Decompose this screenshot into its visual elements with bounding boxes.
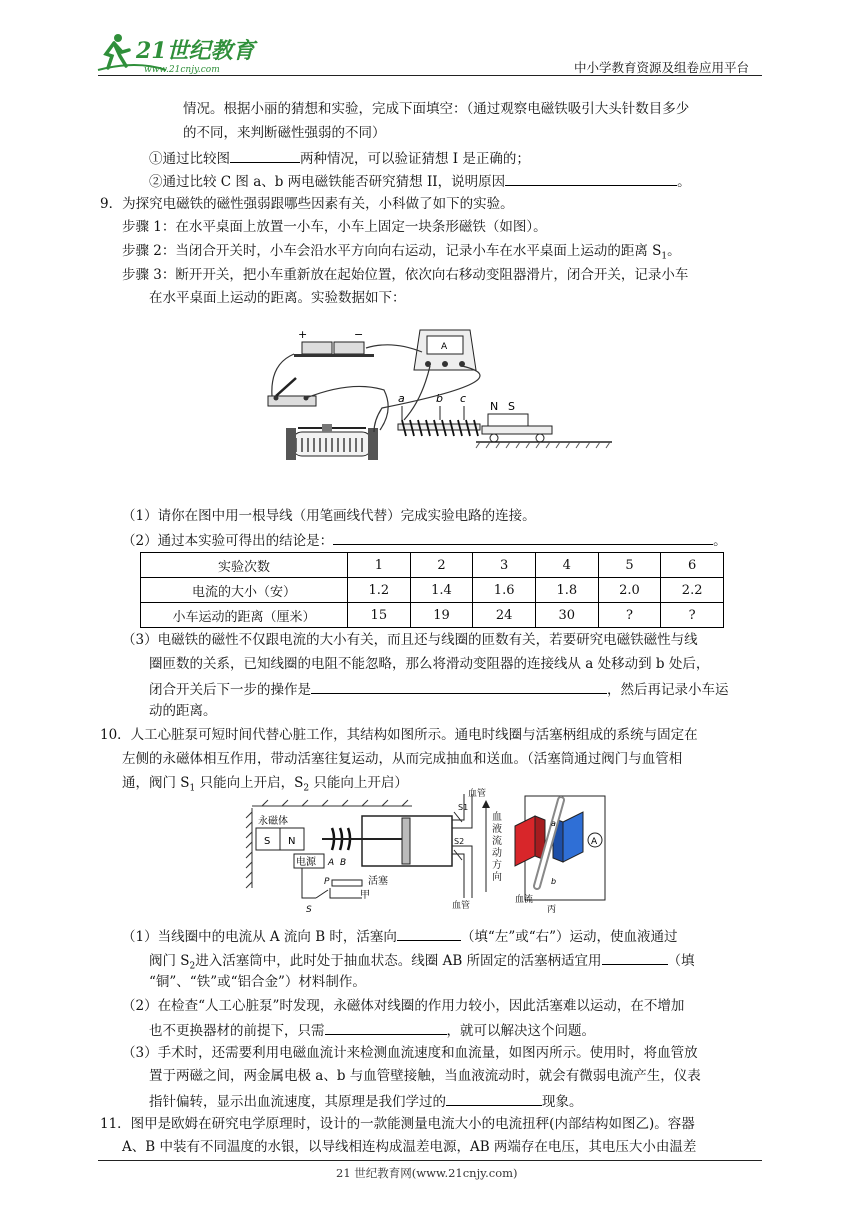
svg-text:b: b [551,877,557,886]
table-cell: 24 [473,603,536,628]
svg-text:S: S [264,836,271,847]
q10-line-1: 10．人工心脏泵可短时间代替心脏工作，其结构如图所示。通电时线圈与活塞柄组成的系统与固定在 [100,727,698,743]
footer-rule [98,1160,762,1161]
q11-line-2: A、B 中装有不同温度的水银，以导线相连构成温差电源，AB 两端存在电压，其电压大小由温差 [122,1139,697,1155]
q10-line-3: 通，阀门 $S_1$ 只能向上开启，$S_2$ 只能向上开启） [122,775,408,794]
electromagnet-icon [398,392,480,436]
flow-arrow-icon [482,800,490,892]
svg-text:a: a [398,392,405,405]
q9-part-3-line-1: （3）电磁铁的磁性不仅跟电流的大小有关，而且还与线圈的匝数有关，若要研究电磁铁磁性与线 [122,632,698,648]
intro-sub-2: ②通过比较 C 图 a、b 两电磁铁能否研究猜想 II，说明原因 。 [149,171,691,191]
table-cell: 1.4 [410,578,473,603]
rheostat-icon [286,424,378,460]
q9-data-table [140,552,724,628]
q9-part-2: （2）通过本实验可得出的结论是： 。 [122,530,727,550]
permanent-magnet [256,814,304,850]
svg-text:S: S [306,905,312,915]
intro-line-1: 情况。根据小丽的猜想和实验，完成下面填空：（通过观察电磁铁吸引大头针数目多少 [183,101,690,117]
row-header: 实验次数 [141,553,348,578]
table-row [141,578,724,603]
q9-title: 9．为探究电磁铁的磁性强弱跟哪些因素有关，小科做了如下的实验。 [100,196,514,212]
ammeter-icon [414,330,476,370]
svg-text:血管: 血管 [468,789,487,799]
svg-text:血流: 血流 [515,895,534,905]
table-cell: 1.2 [348,578,411,603]
logo [96,30,261,76]
table-row [141,603,724,628]
answer-blank[interactable] [602,950,668,965]
answer-blank[interactable] [311,679,607,694]
valves-and-vessels [452,788,486,911]
q9-step-2: 步骤 2：当闭合开关时，小车会沿水平方向向右运动，记录小车在水平桌面上运动的距离 $S_1$。 [122,243,681,262]
row-header: 电流的大小（安） [141,578,348,603]
q10-line-2: 左侧的永磁体相互作用，带动活塞往复运动，从而完成抽血和送血。（活塞筒通过阀门与血管相 [122,751,683,767]
red-magnet [515,816,545,866]
flow-direction-label: 血液流动方向 [492,812,502,883]
coil-icon [322,828,404,850]
svg-text:S1: S1 [458,803,469,812]
svg-text:b: b [436,392,443,405]
svg-text:永磁体: 永磁体 [258,816,288,827]
q10-part-3-line-1: （3）手术时，还需要利用电磁血流计来检测血流速度和血流量，如图丙所示。使用时，将血管放 [122,1045,698,1061]
svg-text:电源: 电源 [296,857,316,868]
table-cell: ? [661,603,724,628]
q10-part-3-line-2: 置于两磁之间，两金属电极 a、b 与血管壁接触，当血液流动时，就会有微弱电流产生，仪表 [149,1068,701,1084]
q9-step-1: 步骤 1：在水平桌面上放置一小车，小车上固定一块条形磁铁（如图）。 [122,219,547,235]
table-cell: 1.8 [535,578,598,603]
table-cell: 30 [535,603,598,628]
q10-part-3-line-3: 指针偏转，显示出血流速度，其原理是我们学过的 现象。 [149,1091,583,1111]
table-cell: 1.6 [473,578,536,603]
table-cell: 1 [348,553,411,578]
table-cell: 2 [410,553,473,578]
answer-blank[interactable] [230,148,300,163]
q10-flowmeter-diagram [505,790,615,916]
switch-and-rheostat [302,868,362,915]
header-rule [98,75,762,76]
answer-blank[interactable] [505,171,677,186]
svg-text:−: − [354,328,364,341]
intro-line-2: 的不同，来判断磁性强弱的不同） [183,125,386,141]
q10-part-2-line-1: （2）在检查“人工心脏泵”时发现，永磁体对线圈的作用力较小，因此活塞难以运动，在不增加 [122,998,685,1014]
intro-sub-1: ①通过比较图 两种情况，可以验证猜想 I 是正确的； [149,148,530,168]
q9-part-3-line-4: 动的距离。 [149,703,217,719]
q9-circuit-diagram [262,320,622,485]
power-source [294,854,346,868]
q9-part-1: （1）请你在图中用一根导线（用笔画线代替）完成实验电路的连接。 [122,508,536,524]
answer-blank[interactable] [325,1020,447,1035]
switch-icon [268,378,316,406]
battery-icon [294,328,374,357]
svg-text:活塞: 活塞 [368,876,388,887]
answer-blank[interactable] [333,530,713,545]
table-cell: ? [598,603,661,628]
svg-text:c: c [460,392,467,405]
piston-cylinder [360,816,452,901]
svg-text:甲: 甲 [360,890,370,901]
q9-part-3-line-3: 闭合开关后下一步的操作是 ，然后再记录小车运 [149,679,729,699]
svg-text:A: A [591,837,598,847]
svg-text:P: P [324,877,330,887]
svg-text:B: B [340,858,347,868]
q10-part-1-line-3: “铜”、“铁”或“铝合金”）材料制作。 [149,974,366,990]
row-header: 小车运动的距离（厘米） [141,603,348,628]
svg-text:丙: 丙 [547,905,557,915]
svg-text:N: N [490,400,499,413]
footer-text: 21 世纪教育网(www.21cnjy.com) [336,1166,518,1180]
svg-text:a: a [551,819,556,828]
svg-text:N: N [288,836,296,847]
logo-url: www.21cnjy.com [144,65,220,75]
q9-step-3-line-2: 在水平桌面上运动的距离。实验数据如下： [149,290,406,306]
svg-text:A: A [328,858,335,868]
q10-part-1-line-1: （1）当线圈中的电流从 A 流向 B 时，活塞向 （填“左”或“右”）运动，使血液通过 [122,926,678,946]
svg-text:血管: 血管 [452,901,471,911]
table-row [141,553,724,578]
q9-part-3-line-2: 圈匝数的关系，已知线圈的电阻不能忽略，那么将滑动变阻器的连接线从 a 处移动到 b 处后， [149,656,710,672]
platform-name: 中小学教育资源及组卷应用平台 [574,60,750,75]
logo-text: 21世纪教育 [136,38,255,64]
ammeter-icon [588,833,602,847]
table-cell: 19 [410,603,473,628]
svg-text:+: + [298,328,308,341]
svg-text:S: S [508,400,515,413]
answer-blank[interactable] [397,926,461,941]
table-cell: 6 [661,553,724,578]
table-cell: 2.0 [598,578,661,603]
q10-pump-diagram [242,788,504,916]
q9-step-3-line-1: 步骤 3：断开开关，把小车重新放在起始位置，依次向右移动变阻器滑片，闭合开关，记录小车 [122,267,689,283]
table-cell: 3 [473,553,536,578]
answer-blank[interactable] [446,1091,542,1106]
cart-icon [476,400,612,448]
table-cell: 15 [348,603,411,628]
table-cell: 5 [598,553,661,578]
table-cell: 4 [535,553,598,578]
svg-text:A: A [441,342,448,352]
q11-line-1: 11．图甲是欧姆在研究电学原理时，设计的一款能测量电流大小的电流扭秤(内部结构如图乙)。容器 [100,1116,695,1132]
table-cell: 2.2 [661,578,724,603]
q10-part-2-line-2: 也不更换器材的前提下，只需 ，就可以解决这个问题。 [149,1020,595,1040]
q10-part-1-line-2: 阀门 $S_2$进入活塞筒中，此时处于抽血状态。线圈 AB 所固定的活塞柄适宜用 （填 [149,950,695,976]
svg-text:S2: S2 [454,837,465,846]
